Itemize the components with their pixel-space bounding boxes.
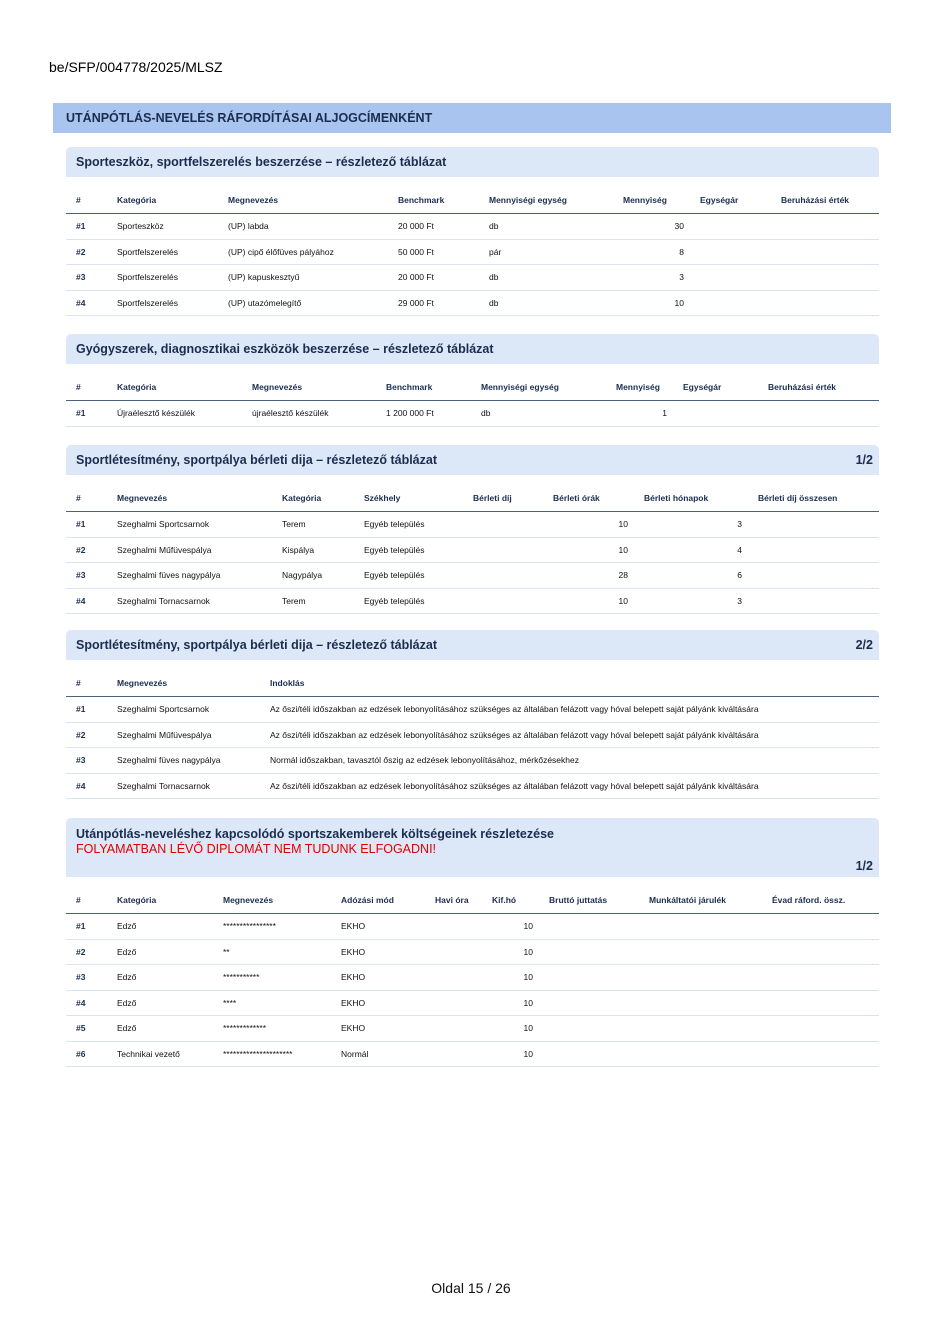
table-cell (762, 1016, 879, 1042)
table-cell: Egyéb település (354, 588, 463, 614)
table-row (66, 1041, 879, 1067)
table-cell: 3 (634, 588, 748, 614)
table-cell: Szeghalmi füves nagypálya (107, 748, 260, 774)
row-index: #2 (66, 939, 107, 965)
table-cell: újraélesztő készülék (242, 401, 376, 427)
table-cell: 10 (613, 290, 690, 316)
table-cell (639, 1016, 762, 1042)
equipment-col-header: Mennyiségi egység (479, 187, 613, 214)
row-index: #5 (66, 1016, 107, 1042)
table-cell (639, 914, 762, 940)
table-row (66, 773, 879, 799)
table-cell: Az őszi/téli időszakban az edzések lebonyolításához szükséges az általában felázott vagy hóval belepett saját pályánk kiváltására (260, 722, 879, 748)
staff-section (66, 818, 879, 1067)
table-cell: db (479, 290, 613, 316)
rental1-col-header: Megnevezés (107, 485, 272, 512)
table-cell (425, 939, 482, 965)
row-index: #1 (66, 697, 107, 723)
table-cell (771, 290, 879, 316)
table-cell: Egyéb település (354, 537, 463, 563)
staff-col-header: Havi óra (425, 887, 482, 914)
medical-section-header (66, 334, 879, 364)
table-cell (463, 588, 543, 614)
staff-title: Utánpótlás-neveléshez kapcsolódó sportszakemberek költségeinek részletezése (76, 827, 554, 841)
staff-col-header: Bruttó juttatás (539, 887, 639, 914)
staff-page-indicator: 1/2 (855, 859, 873, 873)
table-cell (425, 965, 482, 991)
table-cell: 28 (543, 563, 634, 589)
table-cell (539, 990, 639, 1016)
table-cell: 4 (634, 537, 748, 563)
medical-col-header: Kategória (107, 374, 242, 401)
table-cell: 10 (482, 990, 539, 1016)
table-cell: Újraélesztő készülék (107, 401, 242, 427)
table-cell: 3 (634, 512, 748, 538)
rental2-section-header (66, 630, 879, 660)
table-cell: db (479, 265, 613, 291)
staff-col-header: Megnevezés (213, 887, 331, 914)
rental2-title: Sportlétesítmény, sportpálya bérleti dija – részletező táblázat (76, 638, 437, 652)
table-cell: Nagypálya (272, 563, 354, 589)
table-cell: EKHO (331, 1016, 425, 1042)
table-cell: Egyéb település (354, 563, 463, 589)
table-row (66, 265, 879, 291)
equipment-col-header: Benchmark (388, 187, 479, 214)
rental-section-1 (66, 445, 879, 614)
medical-title: Gyógyszerek, diagnosztikai eszközök beszerzése – részletező táblázat (76, 342, 494, 356)
table-cell (748, 563, 879, 589)
table-cell: Normál (331, 1041, 425, 1067)
rental1-col-header: Kategória (272, 485, 354, 512)
table-cell: 10 (543, 588, 634, 614)
table-cell: Egyéb település (354, 512, 463, 538)
table-cell (425, 990, 482, 1016)
rental1-header-row (66, 485, 879, 512)
row-index: #4 (66, 773, 107, 799)
table-cell: 10 (482, 965, 539, 991)
staff-warning: FOLYAMATBAN LÉVŐ DIPLOMÁT NEM TUDUNK ELFOGADNI! (76, 842, 437, 856)
table-cell (762, 990, 879, 1016)
table-cell: 1 200 000 Ft (376, 401, 471, 427)
table-cell: 10 (482, 1016, 539, 1042)
page-footer: Oldal 15 / 26 (431, 1280, 511, 1296)
table-cell (758, 401, 879, 427)
equipment-col-header: # (66, 187, 107, 214)
equipment-col-header: Egységár (690, 187, 771, 214)
table-cell (762, 1041, 879, 1067)
equipment-col-header: Megnevezés (218, 187, 388, 214)
table-cell: EKHO (331, 939, 425, 965)
row-index: #3 (66, 265, 107, 291)
table-cell: Szeghalmi Tornacsarnok (107, 773, 260, 799)
table-cell (539, 965, 639, 991)
rental1-title: Sportlétesítmény, sportpálya bérleti dija – részletező táblázat (76, 453, 437, 467)
table-row (66, 965, 879, 991)
table-cell: ** (213, 939, 331, 965)
medical-header-row (66, 374, 879, 401)
rental1-col-header: # (66, 485, 107, 512)
table-cell (539, 939, 639, 965)
table-row (66, 239, 879, 265)
row-index: #1 (66, 214, 107, 240)
table-cell: Szeghalmi Műfüvespálya (107, 537, 272, 563)
table-cell: **** (213, 990, 331, 1016)
table-cell: Normál időszakban, tavasztól őszig az edzések lebonyolításához, mérkőzésekhez (260, 748, 879, 774)
table-cell: Edző (107, 1016, 213, 1042)
table-cell (539, 1016, 639, 1042)
table-cell: Szeghalmi füves nagypálya (107, 563, 272, 589)
table-cell: Edző (107, 990, 213, 1016)
row-index: #6 (66, 1041, 107, 1067)
table-cell (425, 914, 482, 940)
staff-col-header: Munkáltatói járulék (639, 887, 762, 914)
medical-section (66, 334, 879, 427)
rental1-table (66, 485, 879, 614)
table-cell: Terem (272, 512, 354, 538)
document-reference: be/SFP/004778/2025/MLSZ (49, 59, 223, 75)
medical-table (66, 374, 879, 427)
table-cell (771, 265, 879, 291)
table-row (66, 512, 879, 538)
table-cell: (UP) cipő élőfüves pályához (218, 239, 388, 265)
medical-col-header: Mennyiség (606, 374, 673, 401)
table-cell: Szeghalmi Tornacsarnok (107, 588, 272, 614)
table-row (66, 537, 879, 563)
table-cell: (UP) kapuskesztyű (218, 265, 388, 291)
table-cell: 10 (482, 939, 539, 965)
table-row (66, 990, 879, 1016)
table-cell (748, 588, 879, 614)
table-cell (673, 401, 758, 427)
table-cell: 20 000 Ft (388, 214, 479, 240)
table-row (66, 214, 879, 240)
table-cell: 1 (606, 401, 673, 427)
table-cell: **************** (213, 914, 331, 940)
table-cell (639, 939, 762, 965)
row-index: #3 (66, 563, 107, 589)
table-cell: (UP) labda (218, 214, 388, 240)
rental1-col-header: Bérleti hónapok (634, 485, 748, 512)
table-cell (771, 239, 879, 265)
medical-col-header: Egységár (673, 374, 758, 401)
table-cell (425, 1016, 482, 1042)
table-cell (748, 512, 879, 538)
row-index: #1 (66, 401, 107, 427)
table-row (66, 563, 879, 589)
medical-col-header: Benchmark (376, 374, 471, 401)
table-cell: ************* (213, 1016, 331, 1042)
table-row (66, 914, 879, 940)
row-index: #2 (66, 537, 107, 563)
table-row (66, 722, 879, 748)
table-cell (463, 512, 543, 538)
table-cell: Szeghalmi Sportcsarnok (107, 697, 260, 723)
table-cell: 3 (613, 265, 690, 291)
table-cell (690, 239, 771, 265)
equipment-col-header: Mennyiség (613, 187, 690, 214)
row-index: #4 (66, 588, 107, 614)
table-cell (762, 914, 879, 940)
table-cell: Terem (272, 588, 354, 614)
table-cell: 50 000 Ft (388, 239, 479, 265)
table-row (66, 939, 879, 965)
table-cell: Az őszi/téli időszakban az edzések lebonyolításához szükséges az általában felázott vagy hóval belepett saját pályánk kiváltására (260, 697, 879, 723)
row-index: #2 (66, 722, 107, 748)
medical-col-header: # (66, 374, 107, 401)
staff-col-header: # (66, 887, 107, 914)
table-row (66, 401, 879, 427)
table-cell (748, 537, 879, 563)
table-cell: (UP) utazómelegítő (218, 290, 388, 316)
table-cell (463, 563, 543, 589)
staff-header-row (66, 887, 879, 914)
table-row (66, 697, 879, 723)
table-cell: Az őszi/téli időszakban az edzések lebonyolításához szükséges az általában felázott vagy hóval belepett saját pályánk kiváltására (260, 773, 879, 799)
row-index: #3 (66, 965, 107, 991)
table-cell: Edző (107, 914, 213, 940)
table-cell: Szeghalmi Műfüvespálya (107, 722, 260, 748)
row-index: #4 (66, 990, 107, 1016)
equipment-section-header (66, 147, 879, 177)
table-row (66, 588, 879, 614)
rental2-col-header: Megnevezés (107, 670, 260, 697)
table-cell: 10 (482, 1041, 539, 1067)
table-cell: 8 (613, 239, 690, 265)
equipment-col-header: Kategória (107, 187, 218, 214)
equipment-table (66, 187, 879, 316)
rental1-col-header: Bérleti órák (543, 485, 634, 512)
table-cell: 20 000 Ft (388, 265, 479, 291)
table-cell: Sportfelszerelés (107, 265, 218, 291)
table-cell: Szeghalmi Sportcsarnok (107, 512, 272, 538)
table-cell (463, 537, 543, 563)
medical-col-header: Megnevezés (242, 374, 376, 401)
rental1-section-header (66, 445, 879, 475)
table-cell: ********************* (213, 1041, 331, 1067)
medical-col-header: Mennyiségi egység (471, 374, 606, 401)
rental2-col-header: # (66, 670, 107, 697)
table-cell: Edző (107, 965, 213, 991)
table-cell: 10 (543, 512, 634, 538)
table-cell (690, 290, 771, 316)
medical-col-header: Beruházási érték (758, 374, 879, 401)
table-cell (762, 939, 879, 965)
rental-section-2 (66, 630, 879, 799)
rental1-page-indicator: 1/2 (855, 453, 873, 467)
table-cell: 10 (482, 914, 539, 940)
table-row (66, 748, 879, 774)
table-cell: Edző (107, 939, 213, 965)
table-cell (771, 214, 879, 240)
table-cell: *********** (213, 965, 331, 991)
staff-table (66, 887, 879, 1067)
table-cell (690, 214, 771, 240)
row-index: #1 (66, 512, 107, 538)
staff-section-header (66, 818, 879, 877)
table-cell: Sporteszköz (107, 214, 218, 240)
table-cell: 6 (634, 563, 748, 589)
table-cell (539, 1041, 639, 1067)
rental2-table (66, 670, 879, 799)
row-index: #2 (66, 239, 107, 265)
table-cell: 10 (543, 537, 634, 563)
equipment-header-row (66, 187, 879, 214)
rental1-col-header: Bérleti díj összesen (748, 485, 879, 512)
table-cell: db (471, 401, 606, 427)
table-cell (762, 965, 879, 991)
table-row (66, 290, 879, 316)
table-cell: db (479, 214, 613, 240)
staff-col-header: Évad ráford. össz. (762, 887, 879, 914)
table-cell (639, 990, 762, 1016)
row-index: #4 (66, 290, 107, 316)
table-cell: Sportfelszerelés (107, 239, 218, 265)
table-cell: EKHO (331, 914, 425, 940)
table-cell: Kispálya (272, 537, 354, 563)
equipment-section (66, 147, 879, 316)
table-cell (539, 914, 639, 940)
table-cell: pár (479, 239, 613, 265)
table-cell (425, 1041, 482, 1067)
table-cell: EKHO (331, 965, 425, 991)
table-cell: Technikai vezető (107, 1041, 213, 1067)
table-cell (690, 265, 771, 291)
rental2-header-row (66, 670, 879, 697)
rental2-col-header: Indoklás (260, 670, 879, 697)
table-cell (639, 965, 762, 991)
table-cell: EKHO (331, 990, 425, 1016)
table-cell: Sportfelszerelés (107, 290, 218, 316)
row-index: #3 (66, 748, 107, 774)
rental1-col-header: Bérleti díj (463, 485, 543, 512)
equipment-title: Sporteszköz, sportfelszerelés beszerzése – részletező táblázat (76, 155, 447, 169)
row-index: #1 (66, 914, 107, 940)
table-row (66, 1016, 879, 1042)
rental2-page-indicator: 2/2 (855, 638, 873, 652)
staff-col-header: Kif.hó (482, 887, 539, 914)
equipment-col-header: Beruházási érték (771, 187, 879, 214)
table-cell: 29 000 Ft (388, 290, 479, 316)
staff-col-header: Adózási mód (331, 887, 425, 914)
table-cell (639, 1041, 762, 1067)
staff-col-header: Kategória (107, 887, 213, 914)
table-cell: 30 (613, 214, 690, 240)
rental1-col-header: Székhely (354, 485, 463, 512)
main-section-title: UTÁNPÓTLÁS-NEVELÉS RÁFORDÍTÁSAI ALJOGCÍMENKÉNT (53, 103, 891, 133)
